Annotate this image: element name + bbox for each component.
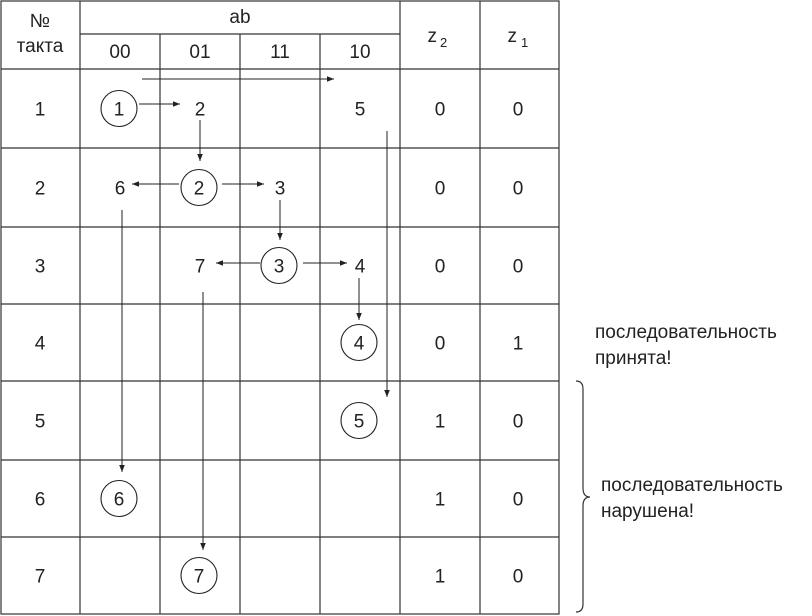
violated-note-line1: последовательность [601,475,783,496]
output-z2-value: 0 [434,178,446,200]
z1-header-index: 1 [521,35,529,50]
step-number: 7 [34,566,46,588]
step-number: 4 [34,333,46,355]
table-row [35,91,524,127]
table-body [35,91,524,594]
table-row [35,481,524,517]
transition-state-value: 4 [354,256,366,278]
stable-state-value: 7 [193,566,205,588]
transition-state-value: 3 [274,178,286,200]
z1-header-letter: z [507,26,517,47]
accepted-note [595,320,777,372]
input-col-header-01: 01 [189,42,211,63]
output-z1-value: 0 [512,99,524,121]
stable-state-value: 1 [113,99,125,121]
step-header-symbol: № [29,11,51,32]
table-row [35,170,524,206]
input-group-header: ab [229,7,251,28]
step-number: 1 [34,99,46,121]
output-z1-value: 0 [512,489,524,511]
step-number: 3 [34,256,46,278]
violation-brace [576,381,590,612]
table-row [35,325,524,361]
output-z2-value: 1 [434,489,446,511]
transition-state-value: 5 [354,99,366,121]
output-z2-value: 0 [434,99,446,121]
step-number: 5 [34,411,46,433]
stable-state-value: 5 [353,411,365,433]
output-z2-value: 1 [434,566,446,588]
output-z2-value: 0 [434,256,446,278]
accepted-note-line1: последовательность [595,322,777,343]
input-col-header-10: 10 [349,42,371,63]
output-z1-value: 1 [512,333,524,355]
transition-state-value: 7 [194,256,206,278]
output-header-z2 [428,26,448,50]
z2-header-index: 2 [440,35,448,50]
output-z1-value: 0 [512,178,524,200]
z2-header-letter: z [427,26,437,47]
table-row [35,403,524,439]
stable-state-value: 4 [353,333,365,355]
transition-state-value: 6 [114,178,126,200]
output-z1-value: 0 [512,256,524,278]
violated-note [601,473,783,525]
step-number: 6 [34,489,46,511]
stable-state-value: 6 [113,489,125,511]
table-row [35,558,524,594]
input-col-header-00: 00 [109,42,131,63]
table-row [35,248,524,284]
step-number: 2 [34,178,46,200]
transition-state-value: 2 [194,99,206,121]
stable-state-value: 3 [273,256,285,278]
output-z2-value: 1 [434,411,446,433]
table-grid [1,1,559,614]
transition-arrows [122,79,387,550]
stable-state-value: 2 [193,178,205,200]
output-header-z1 [508,26,529,50]
step-header-label: такта [16,36,64,57]
output-z2-value: 0 [434,333,446,355]
accepted-note-line2: принята! [595,348,672,369]
output-z1-value: 0 [512,411,524,433]
input-col-header-11: 11 [270,42,290,63]
output-z1-value: 0 [512,566,524,588]
violated-note-line2: нарушена! [601,501,695,522]
